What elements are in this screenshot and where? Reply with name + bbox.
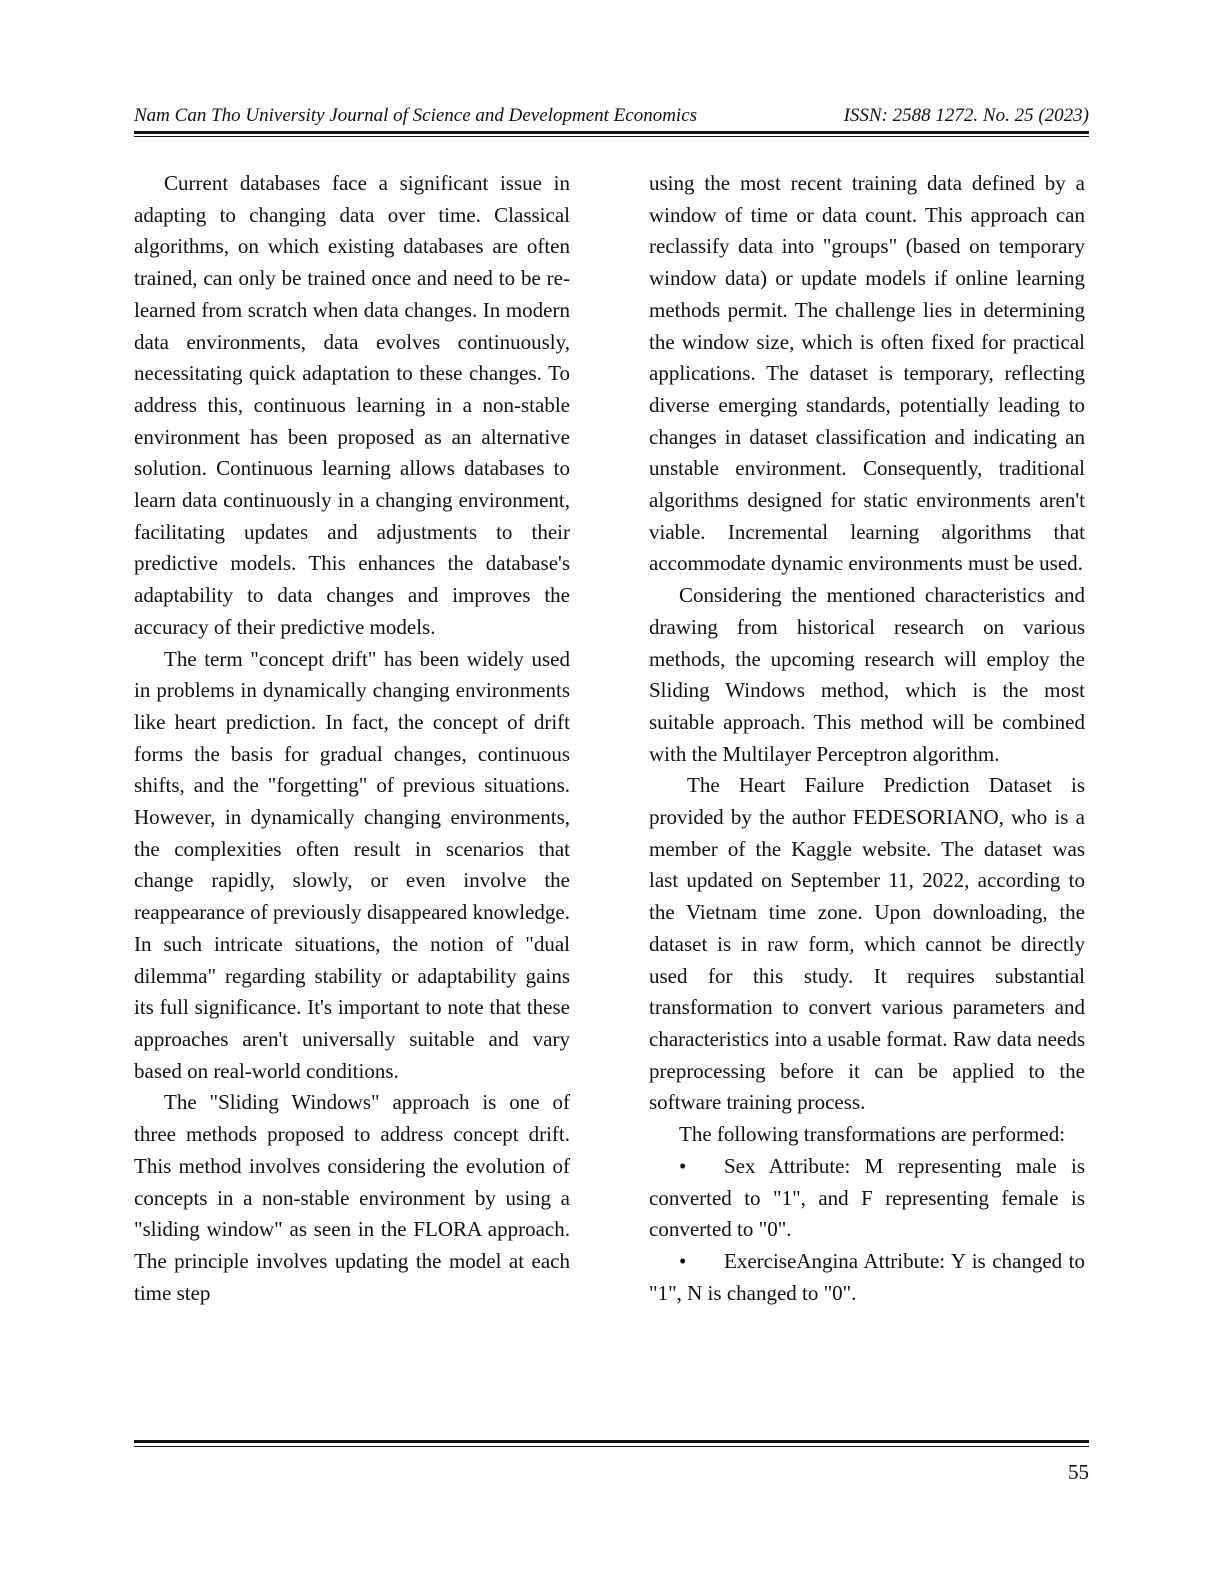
footer-rule bbox=[134, 1440, 1089, 1443]
right-paragraph-3: The Heart Failure Prediction Dataset is provided by the author FEDESORIANO, who is a member of the Kaggle website. The dataset was last updated on September 11, 2022, according to the Vietnam time zone. Upon downloading, the dataset is in raw form, which cannot be directly used for this study. It requires substantial transformation to convert various parameters and characteristics into a usable format. Raw data needs preprocessing before it can be applied to the software training process. bbox=[649, 773, 1085, 1115]
left-paragraph-3: The "Sliding Windows" approach is one of three methods proposed to address concept drift. This method involves considering the evolution of concepts in a non-stable environment by using a "sliding window" as seen in the FLORA approach. The principle involves updating the model at each time step bbox=[134, 1090, 570, 1305]
header-rule bbox=[134, 131, 1089, 134]
right-paragraph-1: using the most recent training data defined by a window of time or data count. This approach can reclassify data into "groups" (based on temporary window data) or update models if online learning methods permit. The challenge lies in determining the window size, which is often fixed for practical applications. The dataset is temporary, reflecting diverse emerging standards, potentially leading to changes in dataset classification and indicating an unstable environment. Consequently, traditional algorithms designed for static environments aren't viable. Incremental learning algorithms that accommodate dynamic environments must be used. bbox=[649, 171, 1085, 576]
left-paragraph-2: The term "concept drift" has been widely used in problems in dynamically changing environments like heart prediction. In fact, the concept of drift forms the basis for gradual changes, continuous shifts, and the "forgetting" of previous situations. However, in dynamically changing environments, the complexities often result in scenarios that change rapidly, slowly, or even involve the reappearance of previously disappeared knowledge. In such intricate situations, the notion of "dual dilemma" regarding stability or adaptability gains its full significance. It's important to note that these approaches aren't universally suitable and vary based on real-world conditions. bbox=[134, 646, 570, 1083]
right-paragraph-2: Considering the mentioned characteristics and drawing from historical research on various methods, the upcoming research will employ the Sliding Windows method, which is the most suitable approach. This method will be combined with the Multilayer Perceptron algorithm. bbox=[649, 583, 1085, 766]
left-column bbox=[134, 168, 570, 1309]
issn-issue: ISSN: 2588 1272. No. 25 (2023) bbox=[843, 105, 1089, 126]
bullet-icon: • bbox=[679, 1153, 687, 1178]
bullet-item-exercise-angina bbox=[649, 1246, 1085, 1309]
bullet-item-sex bbox=[649, 1151, 1085, 1246]
bullet-icon: • bbox=[679, 1248, 687, 1273]
right-paragraph-4: The following transformations are performed: bbox=[679, 1122, 1066, 1147]
journal-title: Nam Can Tho University Journal of Science and Development Economics bbox=[134, 105, 698, 126]
bullet-text-exercise-angina: ExerciseAngina Attribute: Y is changed to "1", N is changed to "0". bbox=[649, 1248, 1085, 1305]
bullet-text-sex: Sex Attribute: M representing male is converted to "1", and F representing female is converted to "0". bbox=[649, 1153, 1085, 1242]
page-number: 55 bbox=[1068, 1460, 1089, 1484]
footer-rule-thin bbox=[134, 1446, 1089, 1447]
header-rule-thin bbox=[134, 136, 1089, 137]
left-paragraph-1: Current databases face a significant issue in adapting to changing data over time. Classical algorithms, on which existing databases are often trained, can only be trained once and need to be re-learned from scratch when data changes. In modern data environments, data evolves continuously, necessitating quick adaptation to these changes. To address this, continuous learning in a non-stable environment has been proposed as an alternative solution. Continuous learning allows databases to learn data continuously in a changing environment, facilitating updates and adjustments to their predictive models. This enhances the database's adaptability to data changes and improves the accuracy of their predictive models. bbox=[134, 171, 570, 639]
running-header bbox=[134, 102, 1089, 130]
right-column bbox=[649, 168, 1085, 1309]
